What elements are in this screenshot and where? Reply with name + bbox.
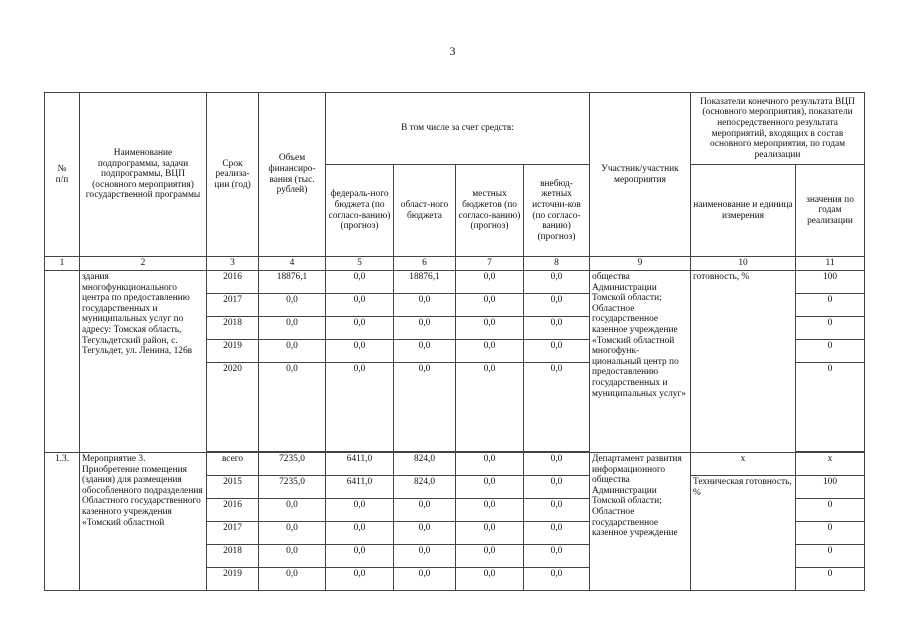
cell-federal: 0,0 — [326, 568, 394, 591]
table-row — [45, 453, 865, 476]
cell-total: 0,0 — [259, 499, 326, 522]
cell-regional: 0,0 — [394, 317, 456, 340]
header-budget-group: В том числе за счет средств: — [326, 93, 590, 165]
cell-local: 0,0 — [456, 476, 524, 499]
indicator-value: 0 — [796, 294, 865, 317]
header-participant: Участник/участник мероприятия — [590, 93, 691, 257]
row-number: 1.3. — [45, 453, 80, 591]
cell-year: 2017 — [207, 522, 259, 545]
cell-total: 7235,0 — [259, 476, 326, 499]
header-name: Наименование подпрограммы, задачи подпрограммы, ВЦП (основного мероприятия) государственной программы — [80, 93, 207, 257]
cell-local: 0,0 — [456, 545, 524, 568]
measure-name: Мероприятие 3. Приобретение помещения (здания) для размещения обособленного подразделения Областного государственного казенного учреждения «Томский областной — [80, 453, 207, 591]
cell-year: всего — [207, 453, 259, 476]
cell-regional: 0,0 — [394, 545, 456, 568]
indicator-value: 0 — [796, 317, 865, 340]
cell-regional: 0,0 — [394, 294, 456, 317]
cell-federal: 0,0 — [326, 294, 394, 317]
indicator-name: Техническая готовность, % — [691, 476, 796, 591]
cell-regional: 18876,1 — [394, 271, 456, 294]
column-number: 2 — [80, 257, 207, 271]
cell-federal: 6411,0 — [326, 476, 394, 499]
cell-local: 0,0 — [456, 294, 524, 317]
column-number: 11 — [796, 257, 865, 271]
cell-local: 0,0 — [456, 522, 524, 545]
cell-total: 0,0 — [259, 317, 326, 340]
indicator-name: x — [691, 453, 796, 476]
cell-regional: 0,0 — [394, 568, 456, 591]
indicator-value: 0 — [796, 568, 865, 591]
cell-extra: 0,0 — [524, 340, 590, 363]
cell-federal: 0,0 — [326, 499, 394, 522]
cell-extra: 0,0 — [524, 271, 590, 294]
cell-total: 0,0 — [259, 568, 326, 591]
cell-extra: 0,0 — [524, 294, 590, 317]
cell-regional: 0,0 — [394, 522, 456, 545]
indicator-value: 0 — [796, 522, 865, 545]
header-period: Срок реализа-ции (год) — [207, 93, 259, 257]
cell-regional: 0,0 — [394, 499, 456, 522]
header-federal: федераль-ного бюджета (по согласо-ванию) (прогноз) — [326, 165, 394, 257]
cell-local: 0,0 — [456, 453, 524, 476]
column-number: 3 — [207, 257, 259, 271]
header-regional: област-ного бюджета — [394, 165, 456, 257]
cell-extra: 0,0 — [524, 568, 590, 591]
header-indicator-name: наименование и единица измерения — [691, 165, 796, 257]
cell-total: 7235,0 — [259, 453, 326, 476]
header-indicator-group: Показатели конечного результата ВЦП (основного мероприятия), показатели непосредственного результата мероприятий, входящих в состав основного мероприятия, по годам реализации — [691, 93, 865, 165]
cell-extra: 0,0 — [524, 363, 590, 452]
cell-local: 0,0 — [456, 317, 524, 340]
column-number: 9 — [590, 257, 691, 271]
cell-year: 2018 — [207, 317, 259, 340]
header-indicator-values: значения по годам реализации — [796, 165, 865, 257]
cell-year: 2016 — [207, 499, 259, 522]
cell-year: 2019 — [207, 340, 259, 363]
cell-extra: 0,0 — [524, 499, 590, 522]
indicator-value: 0 — [796, 545, 865, 568]
cell-regional: 0,0 — [394, 363, 456, 452]
table-row — [45, 271, 865, 294]
cell-extra: 0,0 — [524, 476, 590, 499]
cell-total: 0,0 — [259, 545, 326, 568]
indicator-value: 0 — [796, 499, 865, 522]
indicator-name: готовность, % — [691, 271, 796, 453]
cell-federal: 0,0 — [326, 545, 394, 568]
cell-local: 0,0 — [456, 568, 524, 591]
cell-local: 0,0 — [456, 363, 524, 452]
cell-total: 0,0 — [259, 294, 326, 317]
column-number: 1 — [45, 257, 80, 271]
column-number: 7 — [456, 257, 524, 271]
cell-federal: 0,0 — [326, 317, 394, 340]
measure-name: здания многофункционального центра по предоставлению государственных и муниципальных услуг по адресу: Томская область, Тегульдетский район, с. Тегульдет, ул. Ленина, 126в — [80, 271, 207, 453]
column-number: 6 — [394, 257, 456, 271]
cell-total: 0,0 — [259, 522, 326, 545]
cell-extra: 0,0 — [524, 317, 590, 340]
indicator-value: x — [796, 453, 865, 476]
cell-federal: 0,0 — [326, 363, 394, 452]
cell-federal: 0,0 — [326, 522, 394, 545]
cell-year: 2018 — [207, 545, 259, 568]
participant: Департамент развития информационного общества Администрации Томской области; Областное государственное казенное учреждение — [590, 453, 691, 591]
cell-local: 0,0 — [456, 271, 524, 294]
header-number: № п/п — [45, 93, 80, 257]
row-number — [45, 271, 80, 453]
participant: общества Администрации Томской области; Областное государственное казенное учреждение «Томский областной многофунк-циональный центр по предоставлению государственных и муниципальных услуг» — [590, 271, 691, 453]
indicator-value: 0 — [796, 340, 865, 363]
header-extra: внебюд-жетных источни-ков (по согласо-ванию) (прогноз) — [524, 165, 590, 257]
cell-extra: 0,0 — [524, 545, 590, 568]
cell-local: 0,0 — [456, 499, 524, 522]
column-number: 10 — [691, 257, 796, 271]
header-volume: Объем финансиро-вания (тыс. рублей) — [259, 93, 326, 257]
column-number-row — [45, 257, 865, 271]
cell-extra: 0,0 — [524, 522, 590, 545]
cell-year: 2017 — [207, 294, 259, 317]
cell-regional: 0,0 — [394, 340, 456, 363]
column-number: 5 — [326, 257, 394, 271]
program-table — [44, 92, 865, 591]
cell-total: 0,0 — [259, 363, 326, 452]
cell-federal: 0,0 — [326, 271, 394, 294]
indicator-value: 100 — [796, 476, 865, 499]
indicator-value: 0 — [796, 363, 865, 452]
page-number: 3 — [449, 44, 456, 58]
cell-extra: 0,0 — [524, 453, 590, 476]
cell-federal: 6411,0 — [326, 453, 394, 476]
cell-year: 2015 — [207, 476, 259, 499]
cell-year: 2016 — [207, 271, 259, 294]
cell-local: 0,0 — [456, 340, 524, 363]
cell-year: 2019 — [207, 568, 259, 591]
column-number: 4 — [259, 257, 326, 271]
cell-year: 2020 — [207, 363, 259, 452]
cell-total: 0,0 — [259, 340, 326, 363]
indicator-value: 100 — [796, 271, 865, 294]
cell-regional: 824,0 — [394, 453, 456, 476]
cell-total: 18876,1 — [259, 271, 326, 294]
header-local: местных бюджетов (по согласо-ванию) (прогноз) — [456, 165, 524, 257]
cell-federal: 0,0 — [326, 340, 394, 363]
cell-regional: 824,0 — [394, 476, 456, 499]
column-number: 8 — [524, 257, 590, 271]
